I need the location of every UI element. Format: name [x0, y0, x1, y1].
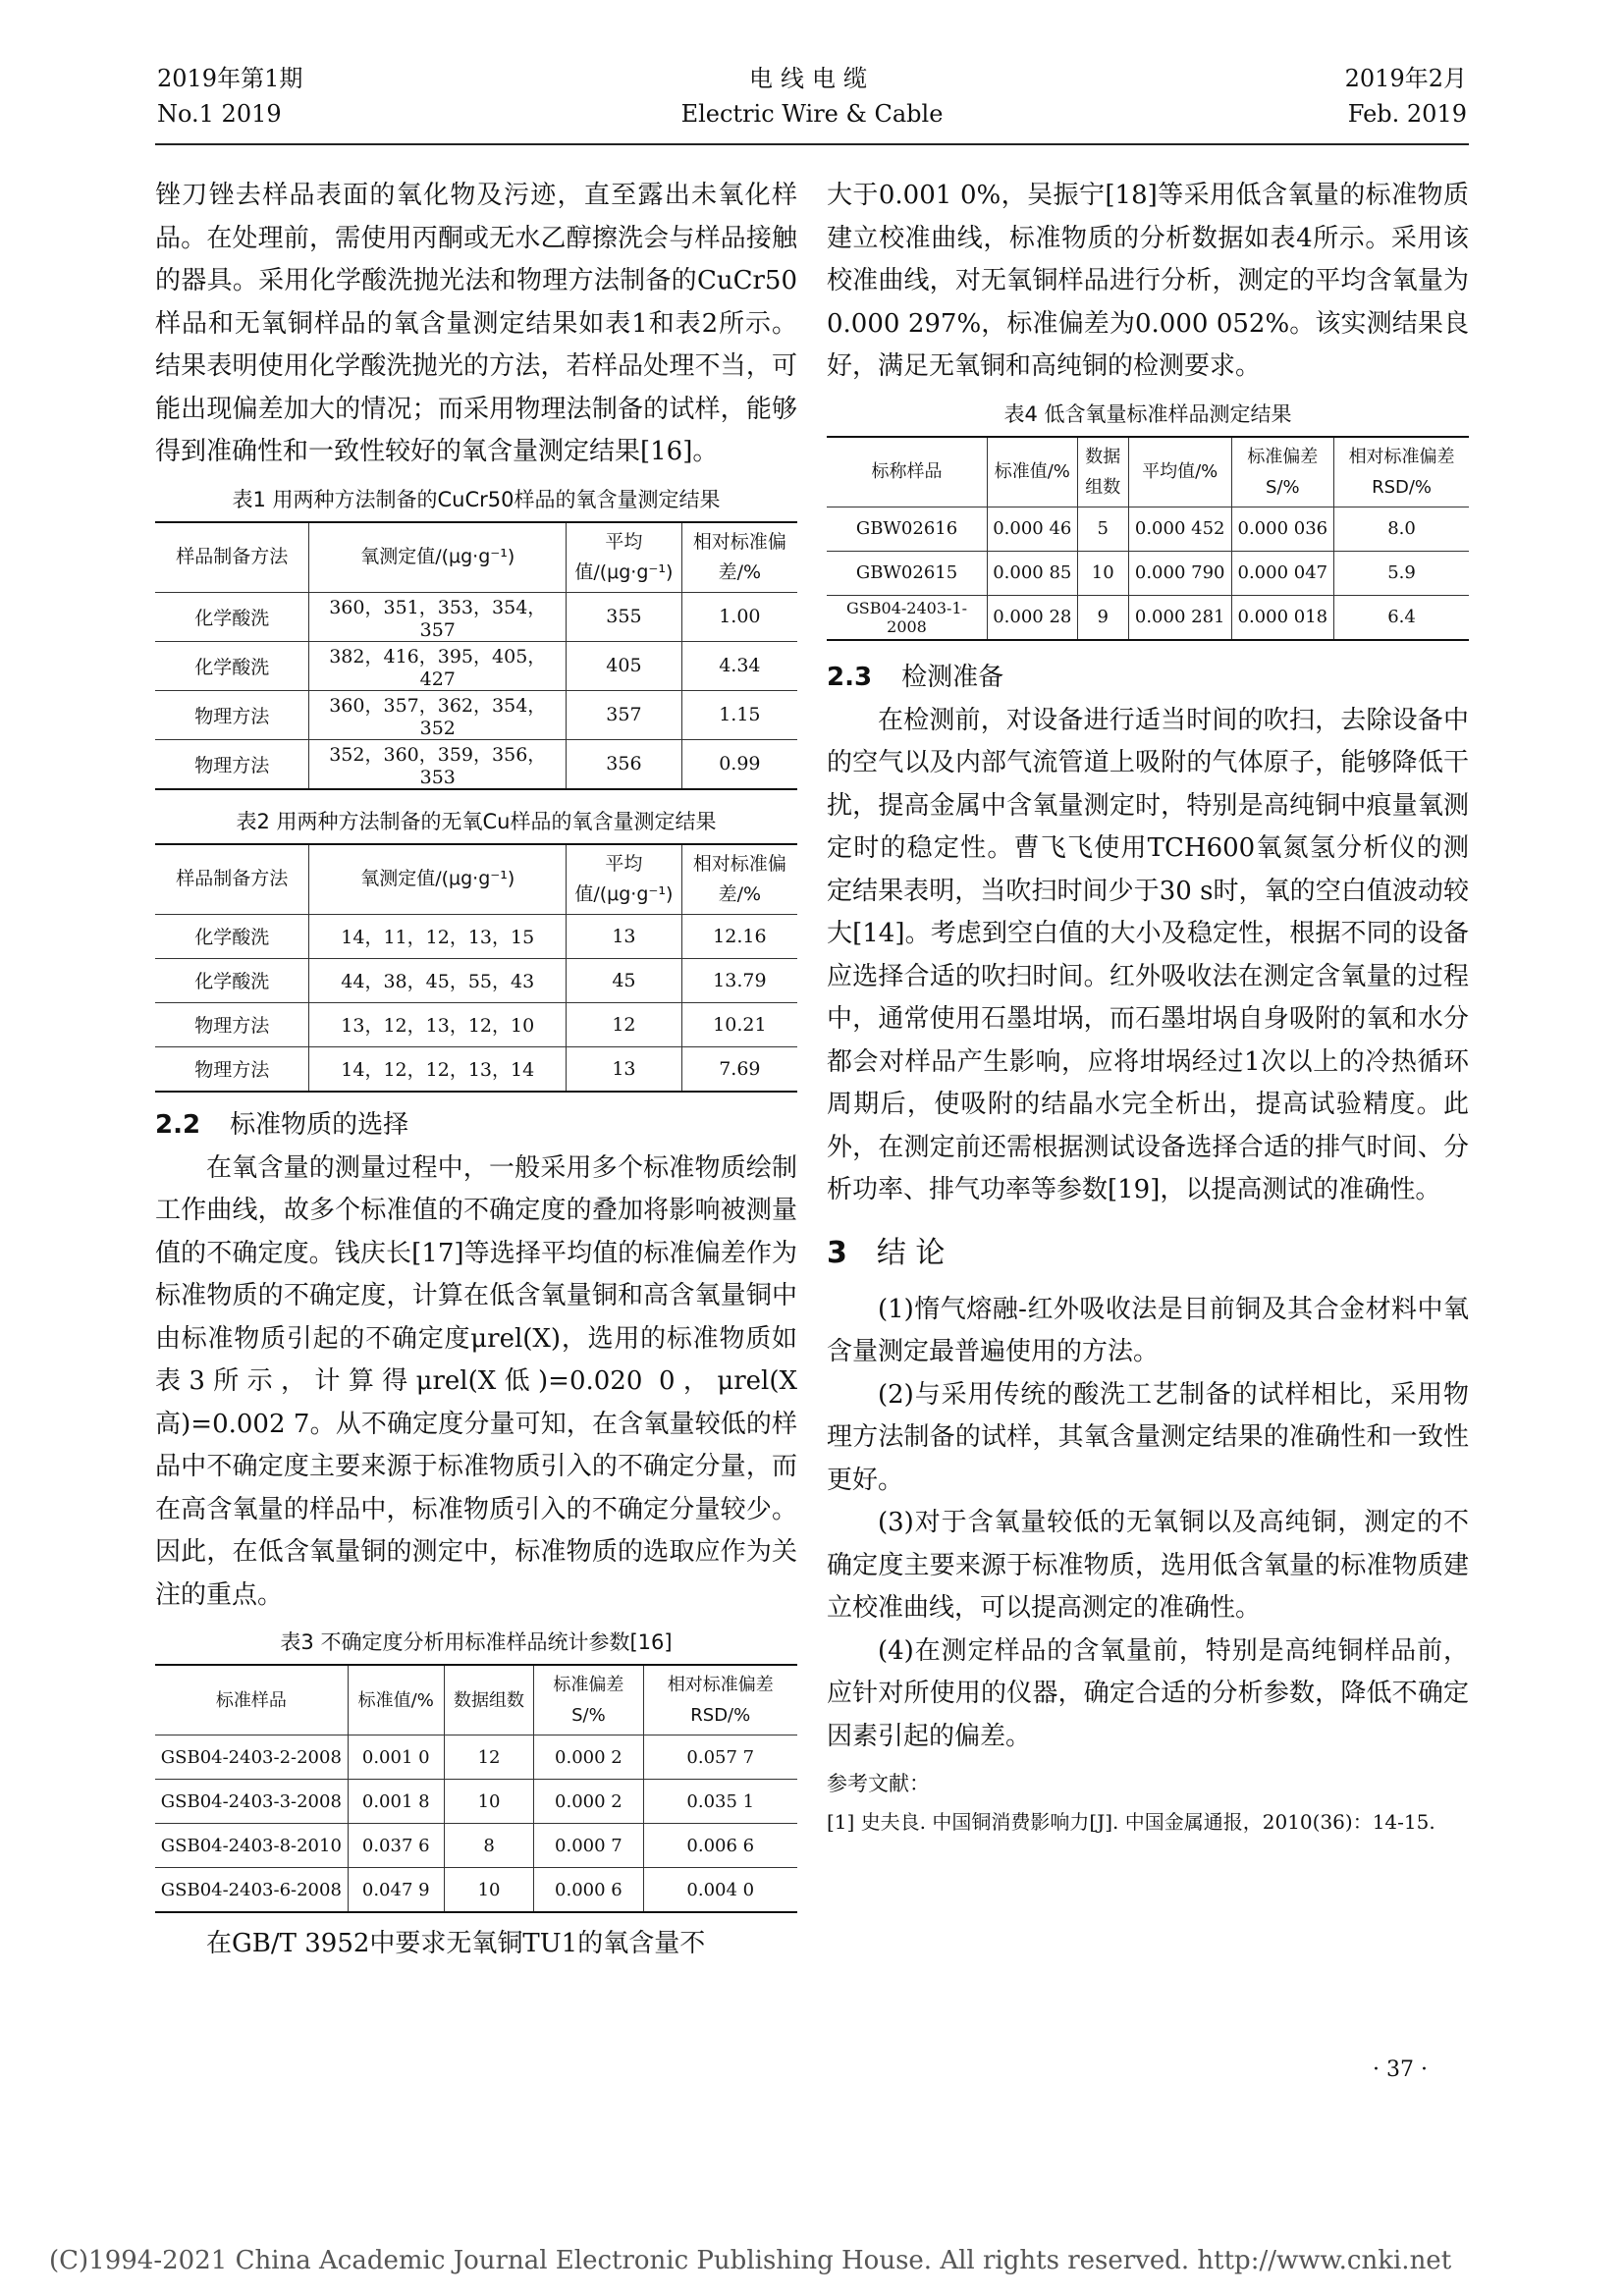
table-header-cell: 标准值/%: [348, 1665, 444, 1735]
table-cell: 物理方法: [155, 739, 309, 789]
paragraph-sample-prep: 锉刀锉去样品表面的氧化物及污迹，直至露出未氧化样品。在处理前，需使用丙酮或无水乙醇擦洗会与样品接触的器具。采用化学酸洗抛光法和物理方法制备的CuCr50样品和无氧铜样品的氧含量测定结果如表1和表2所示。结果表明使用化学酸洗抛光的方法，若样品处理不当，可能出现偏差加大的情况；而采用物理法制备的试样，能够得到准确性和一致性较好的氧含量测定结果[16]。: [155, 181, 797, 466]
table-header-cell: 数据组数: [1077, 437, 1128, 507]
table-cell: 12: [444, 1735, 534, 1780]
reference-item: [1] 史夫良. 中国铜消费影响力[J]. 中国金属通报，2010(36)：14-15.: [827, 1810, 1435, 1834]
table-cell: 0.000 46: [988, 507, 1078, 551]
table-header-cell: 相对标准偏差/%: [681, 522, 797, 593]
table-cell: 0.000 28: [988, 595, 1078, 640]
table-header-row: [155, 1665, 797, 1735]
table-row: [155, 1824, 797, 1868]
table-header-cell: 样品制备方法: [155, 844, 309, 915]
section-heading-3: [827, 1226, 1469, 1281]
section-title: 检测准备: [901, 662, 1004, 692]
table-header-cell: 平均值/(μg·g⁻¹): [567, 522, 682, 593]
header-rule: [155, 143, 1469, 145]
table-cell: 10: [444, 1780, 534, 1824]
section-number: 2.2: [155, 1109, 201, 1140]
page-number: · 37 ·: [1373, 2057, 1428, 2082]
table-header-row: [155, 522, 797, 593]
table4-caption: 表4 低含氧量标准样品测定结果: [1003, 401, 1292, 426]
table-cell: 0.001 8: [348, 1780, 444, 1824]
table-cell: 5.9: [1334, 551, 1469, 595]
table-row: [155, 914, 797, 958]
table-cell: 1.15: [681, 690, 797, 739]
running-header-right: [1345, 61, 1467, 132]
table-cell: 355: [567, 592, 682, 641]
table-header-cell: 平均值/%: [1128, 437, 1231, 507]
journal-title: 电线电缆: [749, 65, 875, 92]
table-cell: 10: [1077, 551, 1128, 595]
table-cell: 8: [444, 1824, 534, 1868]
table-cell: 10: [444, 1868, 534, 1913]
table-cell: 6.4: [1334, 595, 1469, 640]
table-header-cell: 氧测定值/(μg·g⁻¹): [309, 844, 567, 915]
table-header-cell: 相对标准偏差RSD/%: [643, 1665, 797, 1735]
table-header-cell: 氧测定值/(μg·g⁻¹): [309, 522, 567, 593]
table-cell: GBW02615: [827, 551, 988, 595]
section-heading-2-2: [155, 1104, 797, 1146]
table-cell: 0.000 790: [1128, 551, 1231, 595]
table-header-cell: 标准偏差S/%: [1231, 437, 1334, 507]
table-cell: 14，12，12，13，14: [309, 1046, 567, 1092]
right-column: [827, 175, 1469, 1839]
table-header-cell: 标准值/%: [988, 437, 1078, 507]
issue-date: 2019年2月: [1344, 65, 1467, 92]
table-cell: 352，360，359，356，353: [309, 739, 567, 789]
table2: [155, 843, 797, 1093]
table-row: [827, 595, 1469, 640]
table-cell: 0.000 85: [988, 551, 1078, 595]
table-cell: 0.035 1: [643, 1780, 797, 1824]
table-cell: 0.006 6: [643, 1824, 797, 1868]
table-header-row: [827, 437, 1469, 507]
table-row: [155, 1868, 797, 1913]
table-cell: 45: [567, 958, 682, 1002]
table-header-row: [155, 844, 797, 915]
table-cell: 0.000 7: [534, 1824, 643, 1868]
table-cell: 4.34: [681, 641, 797, 690]
table-cell: 357: [567, 690, 682, 739]
table-cell: 化学酸洗: [155, 592, 309, 641]
table-cell: GSB04-2403-2-2008: [155, 1735, 348, 1780]
table-cell: 360，351，353，354，357: [309, 592, 567, 641]
table-cell: 360，357，362，354，352: [309, 690, 567, 739]
table-cell: 0.000 6: [534, 1868, 643, 1913]
table-cell: 12.16: [681, 914, 797, 958]
table-cell: GSB04-2403-3-2008: [155, 1780, 348, 1824]
table-cell: 0.000 047: [1231, 551, 1334, 595]
table-cell: 13，12，13，12，10: [309, 1002, 567, 1046]
section-heading-2-3: [827, 657, 1469, 698]
conclusion-item-1: (1)惰气熔融-红外吸收法是目前铜及其合金材料中氧含量测定最普遍使用的方法。: [827, 1294, 1469, 1366]
table-cell: 物理方法: [155, 1002, 309, 1046]
table-cell: 13: [567, 1046, 682, 1092]
table-cell: 0.99: [681, 739, 797, 789]
table-header-cell: 标称样品: [827, 437, 988, 507]
journal-title-en: Electric Wire & Cable: [680, 100, 944, 128]
references-heading: 参考文献：: [827, 1772, 930, 1795]
table-cell: 1.00: [681, 592, 797, 641]
table-cell: 物理方法: [155, 690, 309, 739]
table-header-cell: 相对标准偏差RSD/%: [1334, 437, 1469, 507]
table-header-cell: 数据组数: [444, 1665, 534, 1735]
copyright-footer: (C)1994-2021 China Academic Journal Electronic Publishing House. All rights reserved. http://www.cnki.net: [49, 2246, 1452, 2275]
table-cell: 0.000 036: [1231, 507, 1334, 551]
conclusion-item-3: (3)对于含氧量较低的无氧铜以及高纯铜，测定的不确定度主要来源于标准物质，选用低含氧量的标准物质建立校准曲线，可以提高测定的准确性。: [827, 1508, 1469, 1623]
table-cell: 13: [567, 914, 682, 958]
table-row: [155, 592, 797, 641]
table-cell: 0.000 2: [534, 1735, 643, 1780]
section-number: 2.3: [827, 662, 873, 692]
left-column: [155, 175, 797, 1966]
table-cell: 0.000 452: [1128, 507, 1231, 551]
section-title: 标准物质的选择: [230, 1109, 409, 1140]
table-cell: 0.004 0: [643, 1868, 797, 1913]
table-cell: 物理方法: [155, 1046, 309, 1092]
table2-caption: 表2 用两种方法制备的无氧Cu样品的氧含量测定结果: [236, 809, 717, 833]
section-number: 3: [827, 1235, 847, 1270]
table-cell: GSB04-2403-6-2008: [155, 1868, 348, 1913]
table-cell: 356: [567, 739, 682, 789]
table-cell: 382，416，395，405，427: [309, 641, 567, 690]
paragraph-standard-material: 在氧含量的测量过程中，一般采用多个标准物质绘制工作曲线，故多个标准值的不确定度的叠加将影响被测量值的不确定度。钱庆长[17]等选择平均值的标准偏差作为标准物质的不确定度，计算在低含氧量铜和高含氧量铜中由标准物质引起的不确定度μrel(X)，选用的标准物质如表3所示，计算得μrel(X低)=0.020 0，μrel(X高)=0.002 7。从不确定度分量可知，在含氧量较低的样品中不确定度主要来源于标准物质引入的不确定分量，而在高含氧量的样品中，标准物质引入的不确定分量较少。因此，在低含氧量铜的测定中，标准物质的选取应作为关注的重点。: [155, 1152, 797, 1610]
table-cell: 12: [567, 1002, 682, 1046]
table-cell: 化学酸洗: [155, 914, 309, 958]
table-row: [155, 641, 797, 690]
table-cell: 0.057 7: [643, 1735, 797, 1780]
table-cell: 7.69: [681, 1046, 797, 1092]
table1: [155, 521, 797, 790]
paragraph-low-oxygen-standard: 大于0.001 0%，吴振宁[18]等采用低含氧量的标准物质建立校准曲线，标准物质的分析数据如表4所示。采用该校准曲线，对无氧铜样品进行分析，测定的平均含氧量为0.000 297%，标准偏差为0.000 052%。该实测结果良好，满足无氧铜和高纯铜的检测要求。: [827, 181, 1469, 381]
table3: [155, 1664, 797, 1913]
table-cell: 化学酸洗: [155, 641, 309, 690]
table-cell: 0.001 0: [348, 1735, 444, 1780]
table-cell: 14，11，12，13，15: [309, 914, 567, 958]
issue-label: 2019年第1期: [157, 65, 303, 92]
table-cell: 0.000 281: [1128, 595, 1231, 640]
table-cell: 405: [567, 641, 682, 690]
table-cell: 0.000 018: [1231, 595, 1334, 640]
table-row: [155, 739, 797, 789]
table-cell: 9: [1077, 595, 1128, 640]
conclusion-item-4: (4)在测定样品的含氧量前，特别是高纯铜样品前，应针对所使用的仪器，确定合适的分析参数，降低不确定因素引起的偏差。: [827, 1635, 1469, 1751]
table-cell: 44，38，45，55，43: [309, 958, 567, 1002]
table1-caption: 表1 用两种方法制备的CuCr50样品的氧含量测定结果: [232, 487, 721, 511]
table-cell: 0.047 9: [348, 1868, 444, 1913]
table-header-cell: 标准偏差S/%: [534, 1665, 643, 1735]
table-cell: GSB04-2403-8-2010: [155, 1824, 348, 1868]
table-row: [827, 551, 1469, 595]
table-cell: 0.000 2: [534, 1780, 643, 1824]
table-header-cell: 平均值/(μg·g⁻¹): [567, 844, 682, 915]
table-row: [155, 1002, 797, 1046]
table-cell: 5: [1077, 507, 1128, 551]
table-row: [155, 690, 797, 739]
table-row: [827, 507, 1469, 551]
table-header-cell: 标准样品: [155, 1665, 348, 1735]
table3-caption: 表3 不确定度分析用标准样品统计参数[16]: [280, 1630, 673, 1654]
table-cell: 0.037 6: [348, 1824, 444, 1868]
paragraph-gbt-requirement: 在GB/T 3952中要求无氧铜TU1的氧含量不: [206, 1929, 706, 1958]
table4: [827, 436, 1469, 641]
table-header-cell: 相对标准偏差/%: [681, 844, 797, 915]
table-cell: 化学酸洗: [155, 958, 309, 1002]
table-cell: 8.0: [1334, 507, 1469, 551]
table-row: [155, 1780, 797, 1824]
table-cell: GSB04-2403-1-2008: [827, 595, 988, 640]
table-cell: 13.79: [681, 958, 797, 1002]
table-header-cell: 样品制备方法: [155, 522, 309, 593]
table-cell: 10.21: [681, 1002, 797, 1046]
table-row: [155, 958, 797, 1002]
issue-date-en: Feb. 2019: [1347, 100, 1467, 128]
section-title: 结 论: [876, 1235, 946, 1270]
table-row: [155, 1046, 797, 1092]
table-cell: GBW02616: [827, 507, 988, 551]
paragraph-detection-preparation: 在检测前，对设备进行适当时间的吹扫，去除设备中的空气以及内部气流管道上吸附的气体原子，能够降低干扰，提高金属中含氧量测定时，特别是高纯铜中痕量氧测定时的稳定性。曹飞飞使用TCH600氧氮氢分析仪的测定结果表明，当吹扫时间少于30 s时，氧的空白值波动较大[14]。考虑到空白值的大小及稳定性，根据不同的设备应选择合适的吹扫时间。红外吸收法在测定含氧量的过程中，通常使用石墨坩埚，而石墨坩埚自身吸附的氧和水分都会对样品产生影响，应将坩埚经过1次以上的冷热循环周期后，使吸附的结晶水完全析出，提高试验精度。此外，在测定前还需根据测试设备选择合适的排气时间、分析功率、排气功率等参数[19]，以提高测试的准确性。: [827, 705, 1469, 1204]
issue-label-en: No.1 2019: [157, 100, 282, 128]
table-row: [155, 1735, 797, 1780]
conclusion-item-2: (2)与采用传统的酸洗工艺制备的试样相比，采用物理方法制备的试样，其氧含量测定结果的准确性和一致性更好。: [827, 1379, 1469, 1495]
